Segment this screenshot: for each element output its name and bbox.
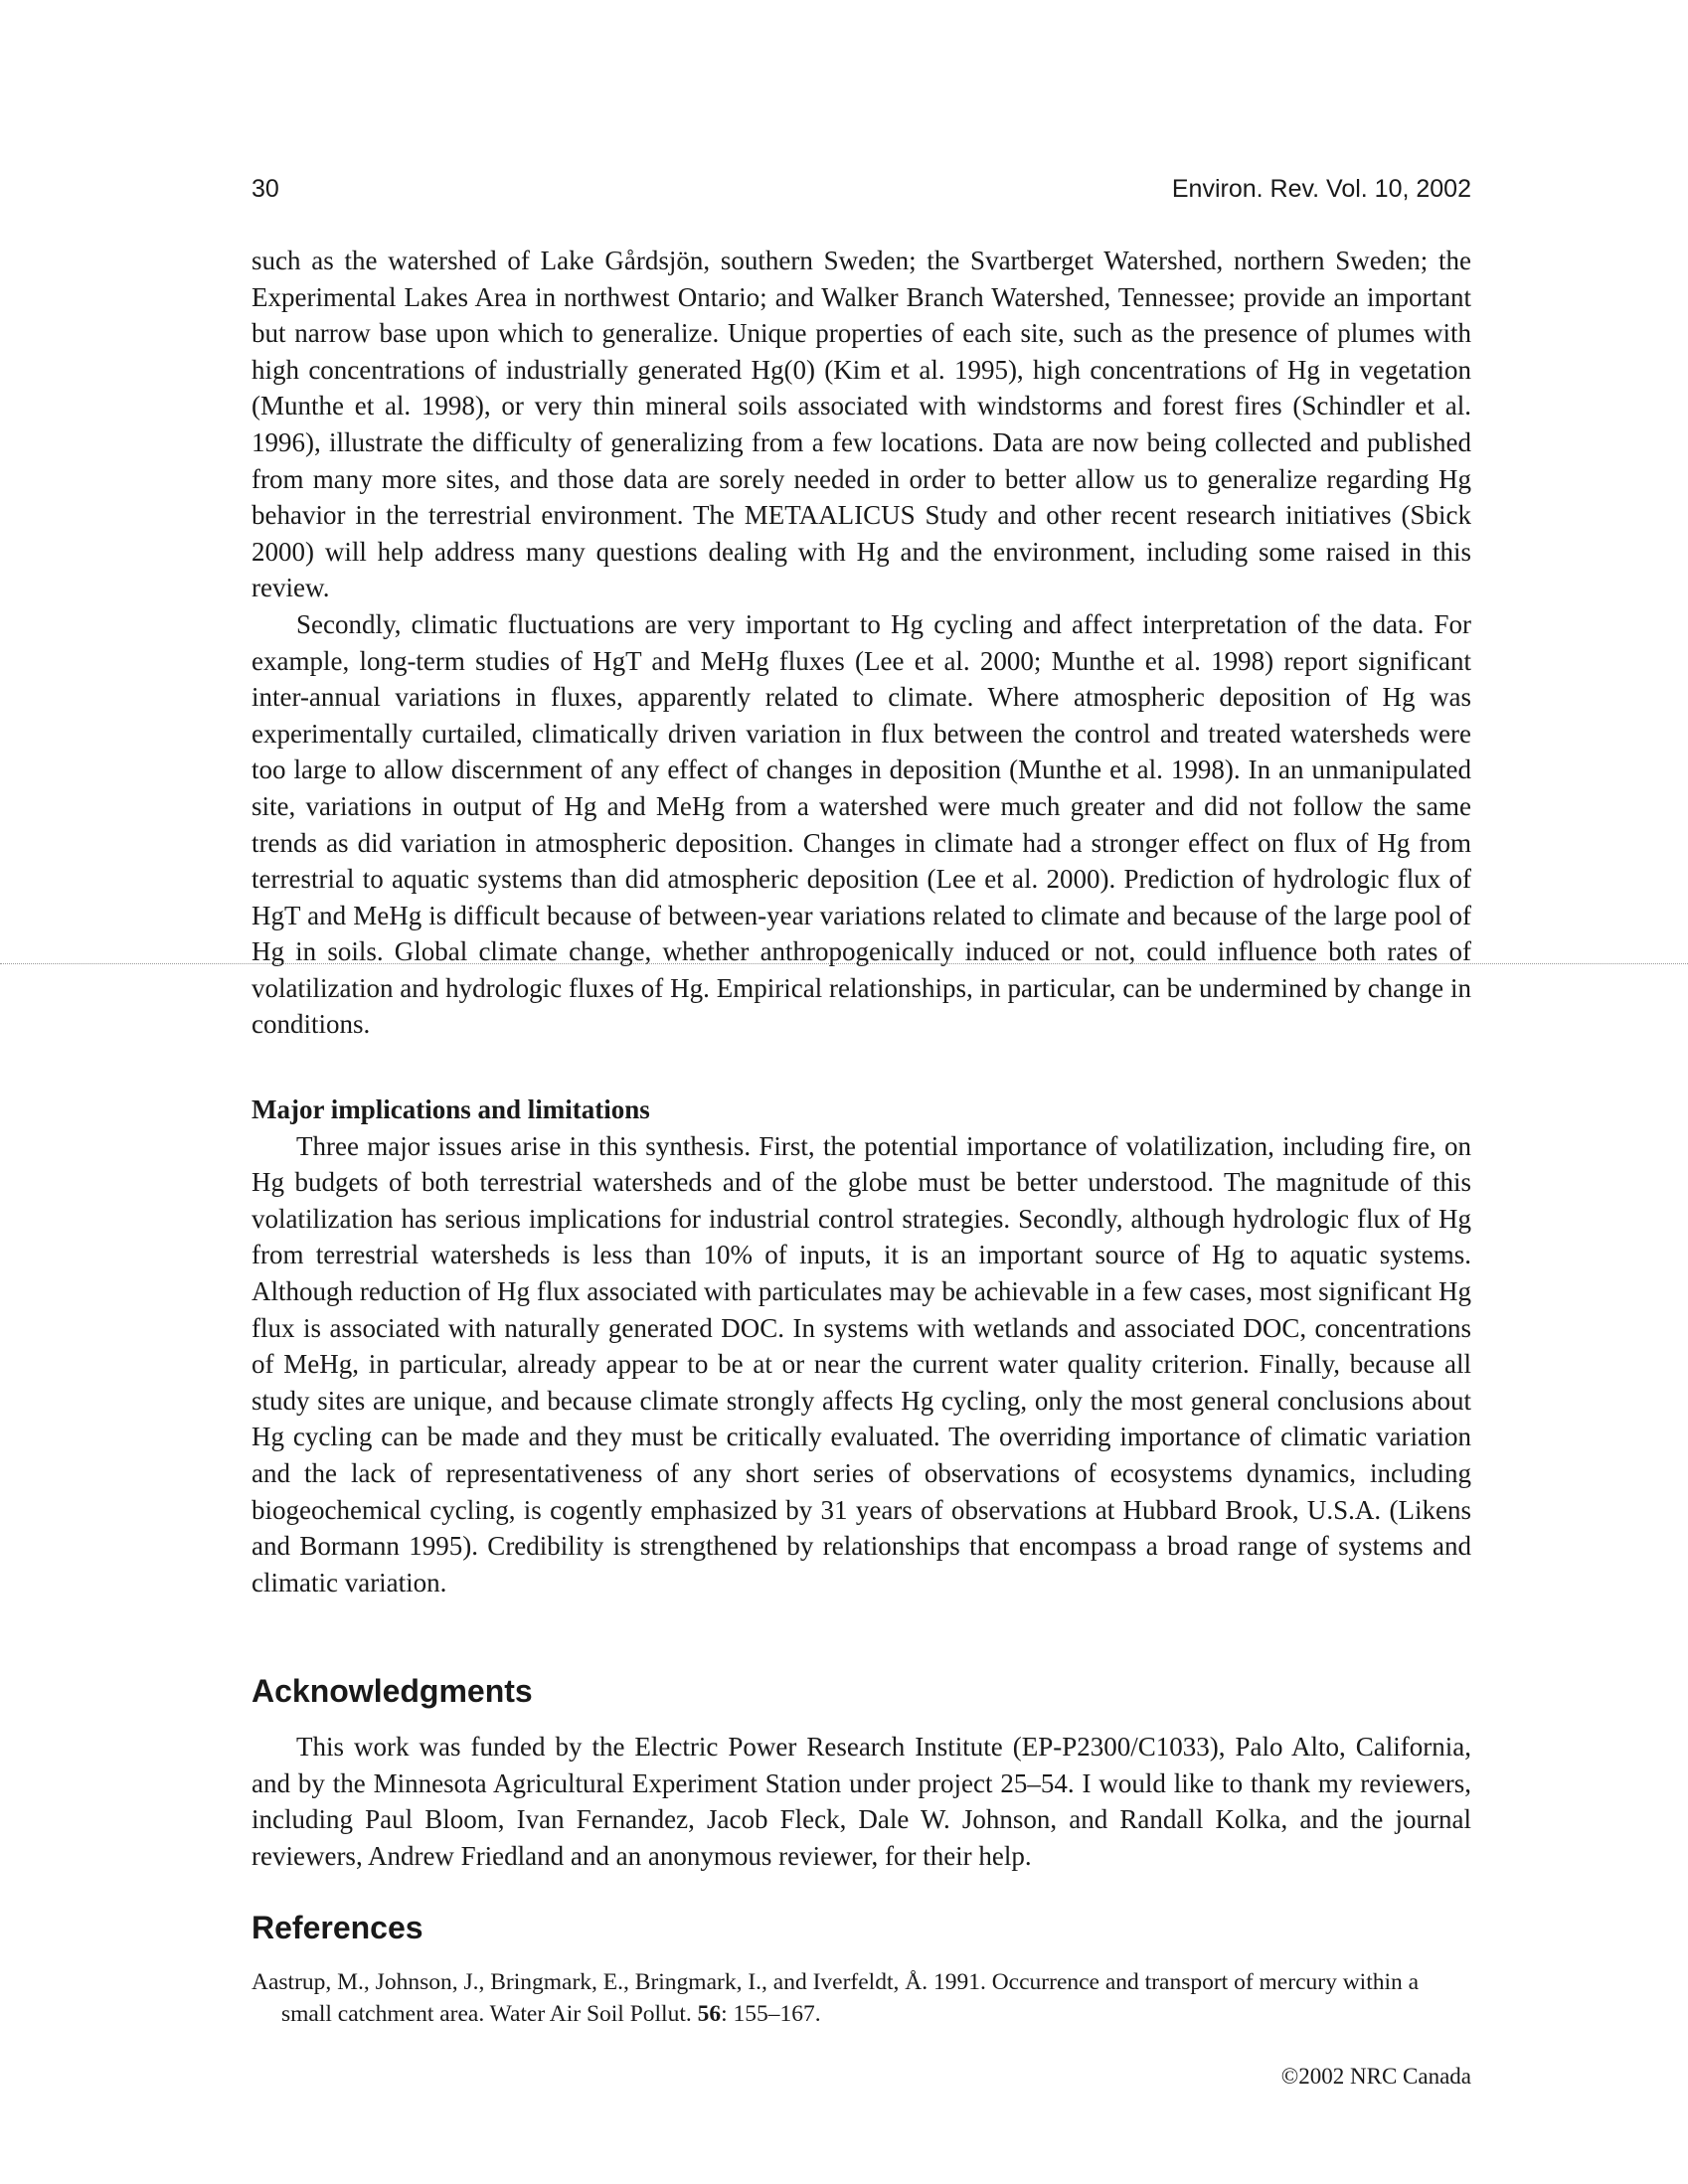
acknowledgments-section	[252, 1729, 1471, 1874]
references-list	[252, 1966, 1471, 2030]
copyright-footer: ©2002 NRC Canada	[1280, 2064, 1471, 2089]
reference-volume: 56	[697, 2001, 722, 2027]
body-paragraph: This work was funded by the Electric Power Research Institute (EP-P2300/C1033), Palo Alto, California, and by the Minnesota Agricultural Experiment Station under project 25–54. I would like to thank my reviewers, including Paul Bloom, Ivan Fernandez, Jacob Fleck, Dale W. Johnson, and Randall Kolka, and the journal reviewers, Andrew Friedland and an anonymous reviewer, for their help.	[252, 1732, 1471, 1871]
acknowledgments-heading: Acknowledgments	[252, 1673, 533, 1709]
intro-text-block	[252, 243, 1471, 1043]
reference-text: Aastrup, M., Johnson, J., Bringmark, E., Bringmark, I., and Iverfeldt, Å. 1991. Occurrence and transport of mercury within a small catchment area. Water Air Soil Pollut.	[252, 1969, 1420, 2027]
reference-item	[252, 1966, 1471, 2030]
implications-section	[252, 1092, 1471, 1600]
body-paragraph: such as the watershed of Lake Gårdsjön, southern Sweden; the Svartberget Watershed, northern Sweden; the Experimental Lakes Area in northwest Ontario; and Walker Branch Watershed, Tennessee; provide an important but narrow base upon which to generalize. Unique properties of each site, such as the presence of plumes with high concentrations of industrially generated Hg(0) (Kim et al. 1995), high concentrations of Hg in vegetation (Munthe et al. 1998), or very thin mineral soils associated with windstorms and forest fires (Schindler et al. 1996), illustrate the difficulty of generalizing from a few locations. Data are now being collected and published from many more sites, and those data are sorely needed in order to better allow us to generalize regarding Hg behavior in the terrestrial environment. The METAALICUS Study and other recent research initiatives (Sbick 2000) will help address many questions dealing with Hg and the environment, including some raised in this review.	[252, 246, 1471, 603]
section-subheading: Major implications and limitations	[252, 1094, 650, 1124]
reference-pages: : 155–167.	[721, 2001, 821, 2027]
body-paragraph: Three major issues arise in this synthesis. First, the potential importance of volatilization, including fire, on Hg budgets of both terrestrial watersheds and of the globe must be better understood. The magnitude of this volatilization has serious implications for industrial control strategies. Secondly, although hydrologic flux of Hg from terrestrial watersheds is less than 10% of inputs, it is an important source of Hg to aquatic systems. Although reduction of Hg flux associated with particulates may be achievable in a few cases, most significant Hg flux is associated with naturally generated DOC. In systems with wetlands and associated DOC, concentrations of MeHg, in particular, already appear to be at or near the current water quality criterion. Finally, because all study sites are unique, and because climate strongly affects Hg cycling, only the most general conclusions about Hg cycling can be made and they must be critically evaluated. The overriding importance of climatic variation and the lack of representativeness of any short series of observations of ecosystems dynamics, including biogeochemical cycling, is cogently emphasized by 31 years of observations at Hubbard Brook, U.S.A. (Likens and Bormann 1995). Credibility is strengthened by relationships that encompass a broad range of systems and climatic variation.	[252, 1130, 1471, 1597]
page-number: 30	[252, 175, 279, 203]
body-paragraph: Secondly, climatic fluctuations are very important to Hg cycling and affect interpretation of the data. For example, long-term studies of HgT and MeHg fluxes (Lee et al. 2000; Munthe et al. 1998) report significant inter-annual variations in fluxes, apparently related to climate. Where atmospheric deposition of Hg was experimentally curtailed, climatically driven variation in flux between the control and treated watersheds were too large to allow discernment of any effect of changes in deposition (Munthe et al. 1998). In an unmanipulated site, variations in output of Hg and MeHg from a watershed were much greater and did not follow the same trends as did variation in atmospheric deposition. Changes in climate had a stronger effect on flux of Hg from terrestrial to aquatic systems than did atmospheric deposition (Lee et al. 2000). Prediction of hydrologic flux of HgT and MeHg is difficult because of between-year variations related to climate and because of the large pool of Hg in soils. Global climate change, whether anthropogenically induced or not, could influence both rates of volatilization and hydrologic fluxes of Hg. Empirical relationships, in particular, can be undermined by change in conditions.	[252, 608, 1471, 1040]
running-head: Environ. Rev. Vol. 10, 2002	[1171, 175, 1471, 203]
page-header	[252, 171, 1471, 211]
references-heading: References	[252, 1910, 423, 1945]
